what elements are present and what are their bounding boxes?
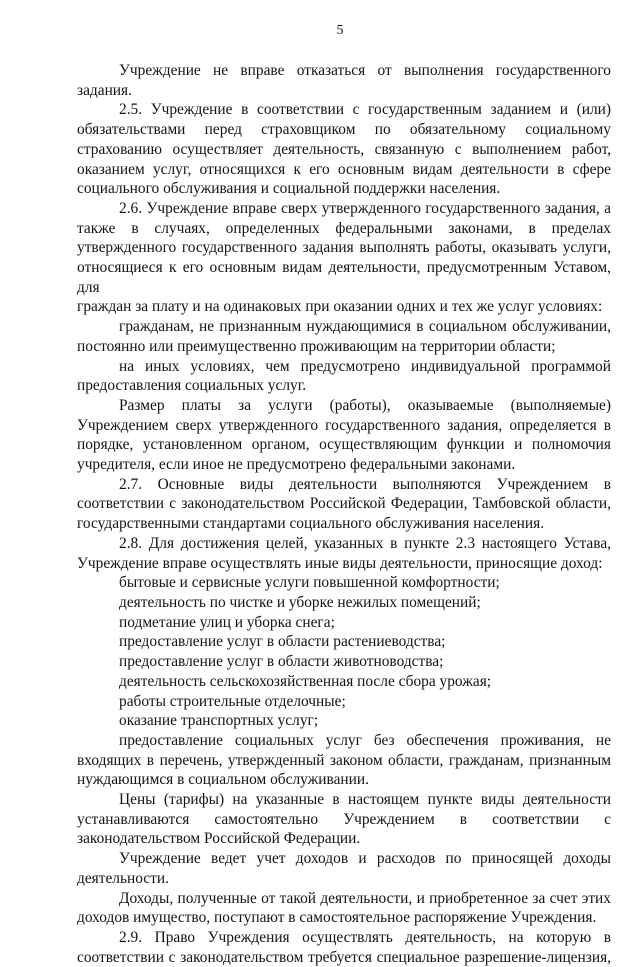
text-line: постоянно или преимущественно проживающим на территории области; xyxy=(77,337,556,355)
list-item-line: предоставление услуг в области животноводства; xyxy=(119,653,444,671)
text-line: задания. xyxy=(77,81,132,99)
text-line: также в случаях, определенных федеральными законами, в пределах xyxy=(77,219,611,237)
text-line: законодательством Российской Федерации. xyxy=(77,830,361,848)
list-item-line: деятельность по чистке и уборке нежилых помещений; xyxy=(119,593,481,611)
text-line: деятельности. xyxy=(77,869,169,887)
list-item-line: оказание транспортных услуг; xyxy=(119,712,319,730)
list-item-line: работы строительные отделочные; xyxy=(119,692,346,710)
text-line: предоставление социальных услуг без обеспечения проживания, не xyxy=(119,731,611,749)
text-line: Доходы, полученные от такой деятельности, и приобретенное за счет этих xyxy=(119,889,611,907)
text-line: соответствии с законодательством требуется специальное разрешение-лицензия, xyxy=(77,948,611,966)
list-item-line: бытовые и сервисные услуги повышенной комфортности; xyxy=(119,574,500,592)
text-line: 2.9. Право Учреждения осуществлять деятельность, на которую в xyxy=(119,928,611,946)
text-line: страхованию осуществляет деятельность, связанную с выполнением работ, xyxy=(77,140,611,158)
text-line: Учреждение ведет учет доходов и расходов по приносящей доходы xyxy=(119,850,611,868)
text-line: порядке, установленном органом, осуществляющим функции и полномочия xyxy=(77,436,611,454)
text-line: 2.7. Основные виды деятельности выполняются Учреждением в xyxy=(119,475,611,493)
text-line: граждан за плату и на одинаковых при оказании одних и тех же услуг условиях: xyxy=(77,298,603,316)
list-item-line: деятельность сельскохозяйственная после сбора урожая; xyxy=(119,672,492,690)
text-line: Учреждение не вправе отказаться от выполнения государственного xyxy=(119,62,611,79)
list-item-line: подметание улиц и уборка снега; xyxy=(119,613,335,631)
text-line: государственными стандартами социального обслуживания населения. xyxy=(77,515,545,533)
text-line: относящиеся к его основным видам деятельности, предусмотренным Уставом, для xyxy=(77,259,611,296)
text-line: соответствии с законодательством Российской Федерации, Тамбовской области, xyxy=(77,495,611,513)
list-item-line: предоставление услуг в области растениеводства; xyxy=(119,633,446,651)
text-line: устанавливаются самостоятельно Учреждением в соответствии с xyxy=(77,810,611,828)
text-line: Учреждением сверх утвержденного государственного задания, определяется в xyxy=(77,416,611,434)
text-line: предоставления социальных услуг. xyxy=(77,377,307,395)
text-line: на иных условиях, чем предусмотрено индивидуальной программой xyxy=(119,357,611,375)
text-line: Цены (тарифы) на указанные в настоящем пункте виды деятельности xyxy=(119,791,611,809)
text-line: утвержденного государственного задания выполнять работы, оказывать услуги, xyxy=(77,239,611,257)
text-line: входящих в перечень, утвержденный законом области, гражданам, признанным xyxy=(77,751,611,769)
text-line: гражданам, не признанным нуждающимися в социальном обслуживании, xyxy=(119,318,611,336)
page-number: 5 xyxy=(336,23,344,38)
document-body xyxy=(77,61,611,967)
text-line: доходов имущество, поступают в самостоятельное распоряжение Учреждения. xyxy=(77,909,597,927)
text-line: социального обслуживания и социальной поддержки населения. xyxy=(77,180,501,198)
text-line: Размер платы за услуги (работы), оказываемые (выполняемые) xyxy=(119,396,611,414)
text-line: 2.6. Учреждение вправе сверх утвержденного государственного задания, а xyxy=(119,199,611,217)
text-line: обязательствами перед страховщиком по обязательному социальному xyxy=(77,121,611,139)
text-line: 2.8. Для достижения целей, указанных в пункте 2.3 настоящего Устава, xyxy=(119,534,611,552)
text-line: Учреждение вправе осуществлять иные виды деятельности, приносящие доход: xyxy=(77,554,603,572)
text-line: нуждающимся в социальном обслуживании. xyxy=(77,771,369,789)
text-line: 2.5. Учреждение в соответствии с государственным заданием и (или) xyxy=(119,101,611,119)
text-line: учредителя, если иное не предусмотрено федеральными законами. xyxy=(77,456,516,474)
text-line: оказанием услуг, относящихся к его основным видам деятельности в сфере xyxy=(77,160,611,178)
